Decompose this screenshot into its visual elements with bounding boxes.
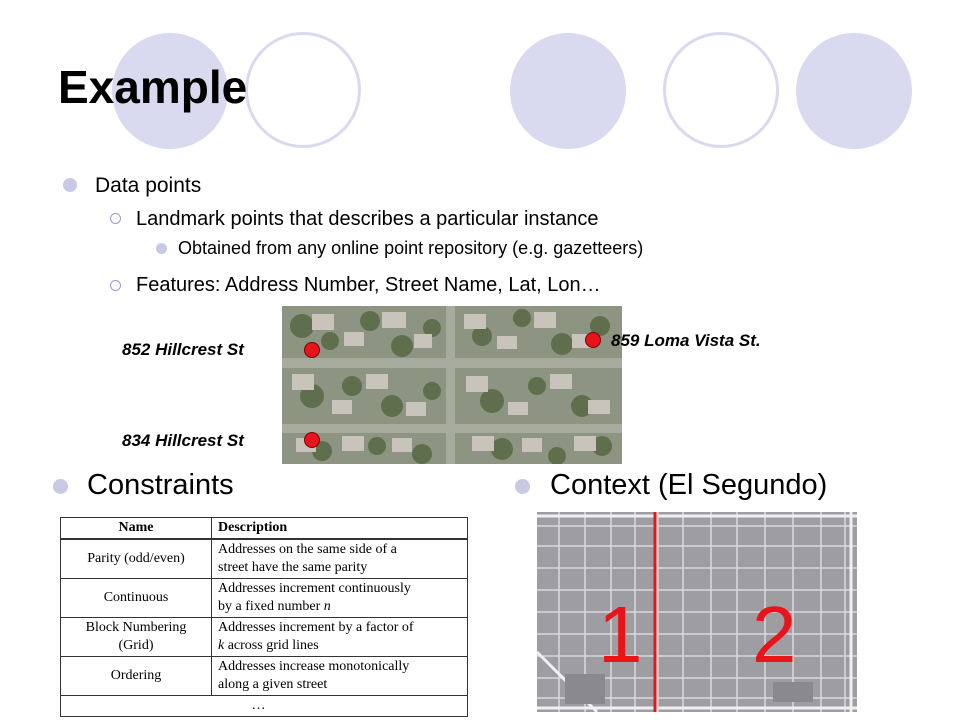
sub-bullet-icon [110,213,121,224]
aerial-photo [282,306,622,464]
column-header-description: Description [212,518,468,540]
table-row [61,539,468,579]
constraint-name [61,618,212,657]
bullet-features: Features: Address Number, Street Name, Lat, Lon… [136,274,601,296]
bullet-dot [63,178,77,192]
description-line: Addresses increase monotonically [218,659,410,674]
constraints-heading: Constraints [87,469,234,501]
decor-circle-5 [796,33,912,149]
zone-1-label: 1 [598,590,643,679]
pin-852-hillcrest [304,342,320,358]
constraint-name-text: Continuous [103,590,169,605]
constraint-description [212,579,468,618]
constraint-name [61,579,212,618]
description-line: Addresses increment continuously [218,581,411,596]
table-row [61,618,468,657]
table-row [61,657,468,696]
table-row [61,579,468,618]
pin-859-loma-vista [585,332,601,348]
table-row [61,696,468,717]
context-heading: Context (El Segundo) [550,469,828,501]
table-ellipsis: … [212,696,468,717]
constraint-name-text: Ordering [110,668,162,683]
label-852-hillcrest: 852 Hillcrest St [122,340,244,359]
pin-834-hillcrest [304,432,320,448]
constraint-description [212,657,468,696]
constraints-table [60,517,468,717]
decor-circle-4 [663,32,779,148]
description-line: street have the same parity [218,560,368,575]
bullet-dot [53,479,68,494]
bullet-dot [515,479,530,494]
sub-bullet-icon [110,280,121,291]
decor-circle-2 [245,32,361,148]
column-header-name: Name [61,518,212,540]
constraint-name-text: Block Numbering [85,620,187,635]
bullet-obtained: Obtained from any online point repository (e.g. gazetteers) [178,238,644,258]
description-line: along a given street [218,677,328,692]
description-line: k across grid lines [218,638,319,653]
description-line: by a fixed number n [218,599,331,614]
table-header-row [61,518,468,540]
constraint-name-text: Parity (odd/even) [87,551,185,566]
label-859-loma-vista: 859 Loma Vista St. [611,331,761,350]
street-map [537,512,857,712]
constraint-name [61,657,212,696]
bullet-dot [156,243,167,254]
constraint-name-text: (Grid) [118,638,154,653]
constraint-description [212,618,468,657]
decor-circle-3 [510,33,626,149]
description-line: Addresses on the same side of a [218,542,397,557]
label-834-hillcrest: 834 Hillcrest St [122,431,244,450]
table-ellipsis-cell [61,696,212,717]
bullet-landmark: Landmark points that describes a particular instance [136,208,599,230]
description-line: Addresses increment by a factor of [218,620,414,635]
zone-2-label: 2 [752,590,797,679]
bullet-data-points: Data points [95,174,202,197]
constraint-name [61,539,212,579]
constraint-description [212,539,468,579]
slide-title: Example [58,61,248,113]
